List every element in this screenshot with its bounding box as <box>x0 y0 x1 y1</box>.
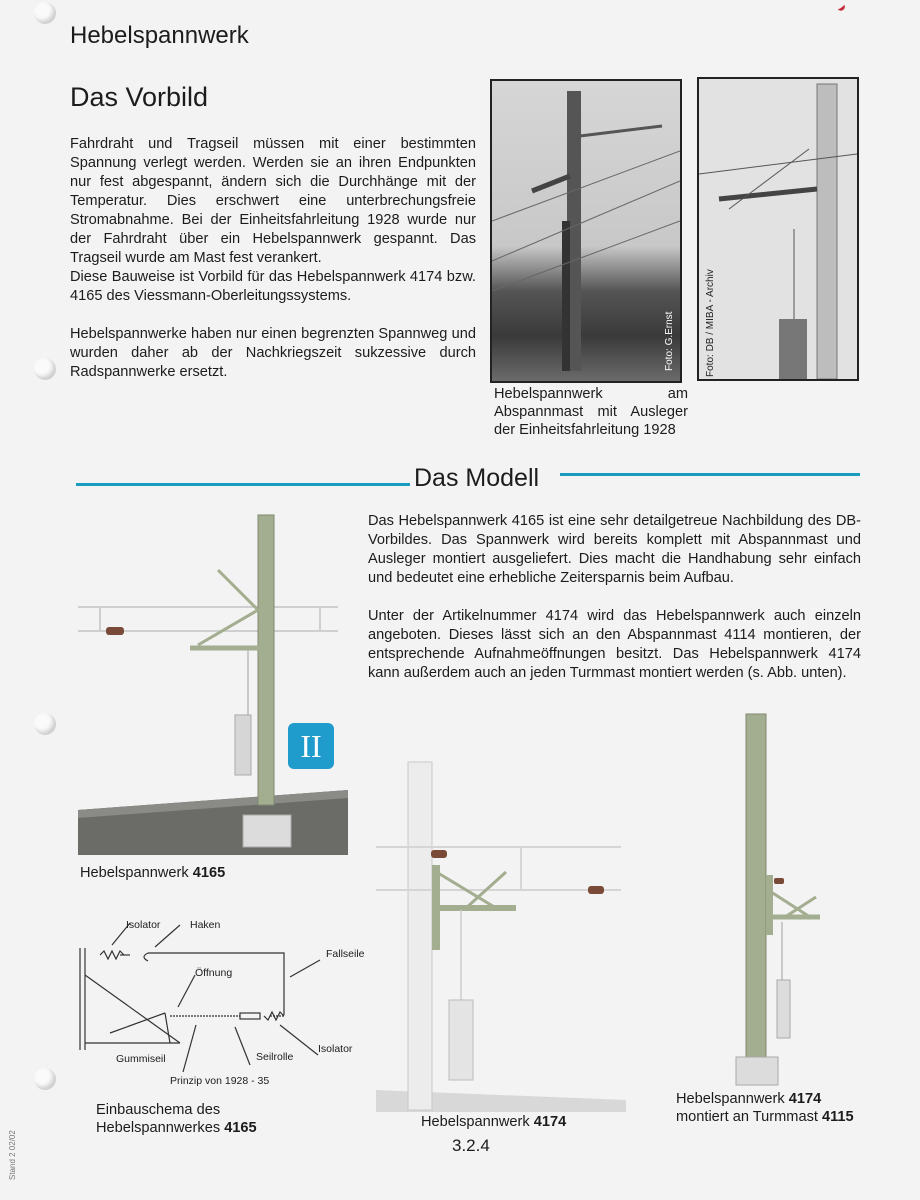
photo-real-mast-2 <box>697 77 859 381</box>
caption-4174: Hebelspannwerk 4174 <box>421 1114 567 1130</box>
caption-4165: Hebelspannwerk 4165 <box>80 865 226 881</box>
model-image-4174 <box>376 760 626 1112</box>
article-number: 4165 <box>224 1120 257 1136</box>
vorbild-paragraph: Fahrdraht und Tragseil müssen mit einer bestimmten Spannung verlegt werden. Werden sie an ihren Endpunkten nur fest abgespannt, ändern sich die Durchhänge mit der Temperatur. Dies erschwert eine unterbrechungsfreie Stromabnahme. Bei der Einheitsfahrleitung 1928 wurde nur der Fahrdraht über ein Hebelspannwerk gespannt. Das Tragseil wurde am Mast fest verankert. <box>70 136 476 266</box>
model-4174-drawing <box>376 760 626 1112</box>
label-isolator-bottom: Isolator <box>318 1043 353 1055</box>
diagram-drawing <box>70 915 380 1095</box>
punch-hole <box>34 2 56 24</box>
section-heading-modell: Das Modell <box>414 464 540 492</box>
section-divider <box>76 483 410 486</box>
label-seilrolle: Seilrolle <box>256 1051 294 1063</box>
photo-credit: Foto: G.Ernst <box>664 311 675 371</box>
caption-turmmast: Hebelspannwerk 4174 montiert an Turmmast 4115 <box>676 1091 854 1125</box>
photo-mast-drawing <box>699 79 857 379</box>
article-number: 4174 <box>788 1091 822 1107</box>
photo-real-mast-1 <box>490 79 682 383</box>
gauge-badge: II <box>288 723 334 769</box>
label-oeffnung: Öffnung <box>195 967 233 979</box>
photo-caption: Hebelspannwerk am Abspannmast mit Ausleger der Einheitsfahrleitung 1928 <box>494 386 688 438</box>
installation-diagram <box>70 915 380 1095</box>
revision-stamp: Stand 2 02/02 <box>8 1130 17 1180</box>
model-image-4165 <box>78 510 348 860</box>
article-number: 4174 <box>533 1114 567 1130</box>
punch-hole <box>34 1068 56 1090</box>
label-isolator-top: Isolator <box>126 919 161 931</box>
article-number: 4115 <box>821 1109 854 1125</box>
photo-mast-drawing <box>492 81 680 381</box>
model-4165-drawing <box>78 510 348 860</box>
label-fallseile: Fallseile <box>326 948 365 960</box>
photo-credit: Foto: DB / MIBA - Archiv <box>705 269 716 377</box>
article-number: 4165 <box>192 865 226 881</box>
diagram-principle: Prinzip von 1928 - 35 <box>170 1075 270 1087</box>
vorbild-text <box>70 135 476 401</box>
model-image-turmmast <box>720 712 830 1090</box>
punch-hole <box>34 713 56 735</box>
label-gummiseil: Gummiseil <box>116 1053 166 1065</box>
red-pen-mark <box>834 0 847 12</box>
modell-paragraph: Das Hebelspannwerk 4165 ist eine sehr detailgetreue Nachbildung des DB-Vorbildes. Das Spannwerk wird bereits komplett mit Abspannmast und Ausleger montiert ausgeliefert. Dies macht die Handhabung sehr einfach und bedeutet eine erhebliche Zeitersparnis beim Aufbau. <box>368 513 861 586</box>
vorbild-paragraph: Diese Bauweise ist Vorbild für das Hebelspannwerk 4174 bzw. 4165 des Viessmann-Oberleitungssystems. <box>70 269 476 304</box>
page-title: Hebelspannwerk <box>70 22 249 49</box>
page-number: 3.2.4 <box>452 1136 490 1155</box>
section-heading-vorbild: Das Vorbild <box>70 82 209 112</box>
turmmast-drawing <box>720 712 830 1090</box>
section-divider <box>560 473 860 476</box>
vorbild-paragraph: Hebelspannwerke haben nur einen begrenzten Spannweg und wurden daher ab der Nachkriegszeit sukzessive durch Radspannwerke ersetzt. <box>70 326 476 380</box>
caption-diagram: Einbauschema des Hebelspannwerkes 4165 <box>96 1102 257 1136</box>
label-haken: Haken <box>190 919 221 931</box>
punch-hole <box>34 358 56 380</box>
modell-text <box>368 512 861 702</box>
modell-paragraph: Unter der Artikelnummer 4174 wird das Hebelspannwerk auch einzeln angeboten. Dieses lässt sich an den Abspannmast 4114 montieren, der entsprechende Aufnahmeöffnungen besitzt. Das Hebelspannwerk 4174 kann außerdem auch an jeden Turmmast montiert werden (s. Abb. unten). <box>368 608 861 681</box>
